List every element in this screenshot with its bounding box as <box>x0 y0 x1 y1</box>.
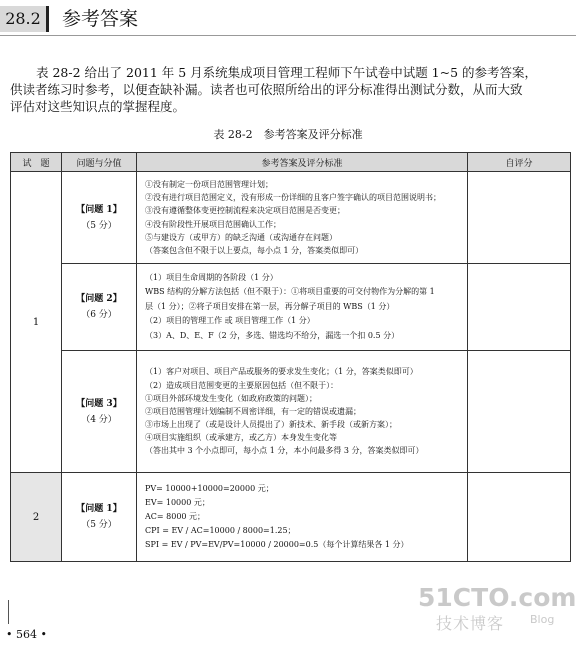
section-number: 28.2 <box>0 6 49 32</box>
header-answer: 参考答案及评分标准 <box>137 153 468 172</box>
answer-line: ②项目范围管理计划编制不周密详细，有一定的错误或遗漏； <box>145 406 361 416</box>
watermark-blog: Blog <box>530 613 555 626</box>
question-score: （6 分） <box>81 310 117 320</box>
answer-line: （答出其中 3 个小点即可，每小点 1 分，本小问最多得 3 分，答案类似即可） <box>145 446 424 456</box>
answer-line: （3）A、D、E、F（2 分，多选、错选均不给分，漏选一个扣 0.5 分） <box>145 330 400 340</box>
self-score-cell <box>468 264 571 351</box>
question-score: （5 分） <box>81 220 117 231</box>
answer-line: ①项目外部环境发生变化（如政府政策的问题）； <box>145 393 317 403</box>
table-row <box>11 172 571 264</box>
header-self-score: 自评分 <box>468 153 571 172</box>
answer-line: ④项目实施组织（或承建方，或乙方）本身发生变化等 <box>145 433 337 443</box>
question-title: 【问题 1】 <box>76 204 122 215</box>
table-row <box>11 264 571 351</box>
watermark-sub: 技术博客 <box>436 614 505 633</box>
answer-line: 层（1 分）；②将子项目安排在第一层，再分解子项目的 WBS（1 分） <box>145 301 395 311</box>
crop-mark <box>8 600 9 624</box>
header-question-no: 试 题 <box>11 153 62 172</box>
answer-cell <box>137 351 468 473</box>
question-score: （4 分） <box>81 414 117 425</box>
table-row <box>11 473 571 562</box>
answer-line: （1）项目生命周期的各阶段（1 分） <box>145 273 278 283</box>
self-score-cell <box>468 172 571 264</box>
answer-line: PV= 10000+10000=20000 元； <box>145 484 274 493</box>
watermark <box>418 583 576 639</box>
answer-line: ③市场上出现了（或是设计人员提出了）新技术、新手段（或新方案）； <box>145 420 397 430</box>
table-header-row <box>11 153 571 172</box>
intro-line: 评估对这些知识点的掌握程度。 <box>10 99 186 114</box>
question-label <box>62 264 137 351</box>
self-score-cell <box>468 351 571 473</box>
answer-cell <box>137 264 468 351</box>
answer-cell <box>137 172 468 264</box>
question-number: 1 <box>11 172 62 473</box>
header-question-score: 问题与分值 <box>62 153 137 172</box>
self-score-cell <box>468 473 571 562</box>
answer-line: SPI = EV / PV=EV/PV=10000 / 20000=0.5（每个计算结果各 1 分） <box>145 540 409 549</box>
page-number: • 564 • <box>6 628 47 641</box>
question-title: 【问题 3】 <box>76 398 122 409</box>
question-score: （5 分） <box>81 520 117 530</box>
question-label <box>62 473 137 562</box>
answer-line: EV= 10000 元； <box>145 498 210 507</box>
question-title: 【问题 1】 <box>76 504 122 514</box>
answer-cell <box>137 473 468 562</box>
answer-line: ②没有进行项目范围定义，没有形成一份详细的且客户签字确认的项目范围说明书； <box>145 193 441 203</box>
answer-line: AC= 8000 元； <box>145 512 206 521</box>
question-label <box>62 172 137 264</box>
answer-line: （2）造成项目范围变更的主要原因包括（但不限于）： <box>145 380 339 390</box>
table-row <box>11 351 571 473</box>
answer-line: （1）客户对项目、项目产品或服务的要求发生变化；（1 分，答案类似即可） <box>145 367 418 377</box>
answer-line: ⑤与建设方（或甲方）的缺乏沟通（或沟通存在问题） <box>145 232 337 242</box>
watermark-main: 51CTO.com <box>418 583 576 612</box>
answer-line: ①没有制定一份项目范围管理计划； <box>145 179 273 189</box>
question-number: 2 <box>11 473 62 562</box>
question-title: 【问题 2】 <box>76 294 122 304</box>
answer-line: （2）项目的管理工作 或 项目管理工作（1 分） <box>145 316 315 326</box>
answer-line: WBS 结构的分解方法包括（但不限于）：①将项目重要的可交付物作为分解的第 1 <box>145 287 435 297</box>
answer-line: （答案包含但不限于以上要点，每小点 1 分，答案类似即可） <box>145 245 364 255</box>
intro-paragraph <box>10 64 576 115</box>
section-title: 参考答案 <box>62 8 139 30</box>
question-label <box>62 351 137 473</box>
section-rule <box>0 35 576 36</box>
answer-line: ④没有阶段性开展项目范围确认工作； <box>145 219 281 229</box>
table-caption: 表 28-2 参考答案及评分标准 <box>213 128 363 141</box>
section-header <box>0 0 576 36</box>
answer-table <box>10 152 571 562</box>
intro-line: 表 28-2 给出了 2011 年 5 月系统集成项目管理工程师下午试卷中试题 1~5 的参考答案， <box>36 65 538 80</box>
answer-line: CPI = EV / AC=10000 / 8000=1.25； <box>145 526 296 535</box>
answer-line: ③没有遵循整体变更控制流程来决定项目范围是否变更； <box>145 206 345 216</box>
intro-line: 供读者练习时参考，以便查缺补漏。读者也可依照所给出的评分标准得出测试分数，从而大致 <box>10 82 523 97</box>
